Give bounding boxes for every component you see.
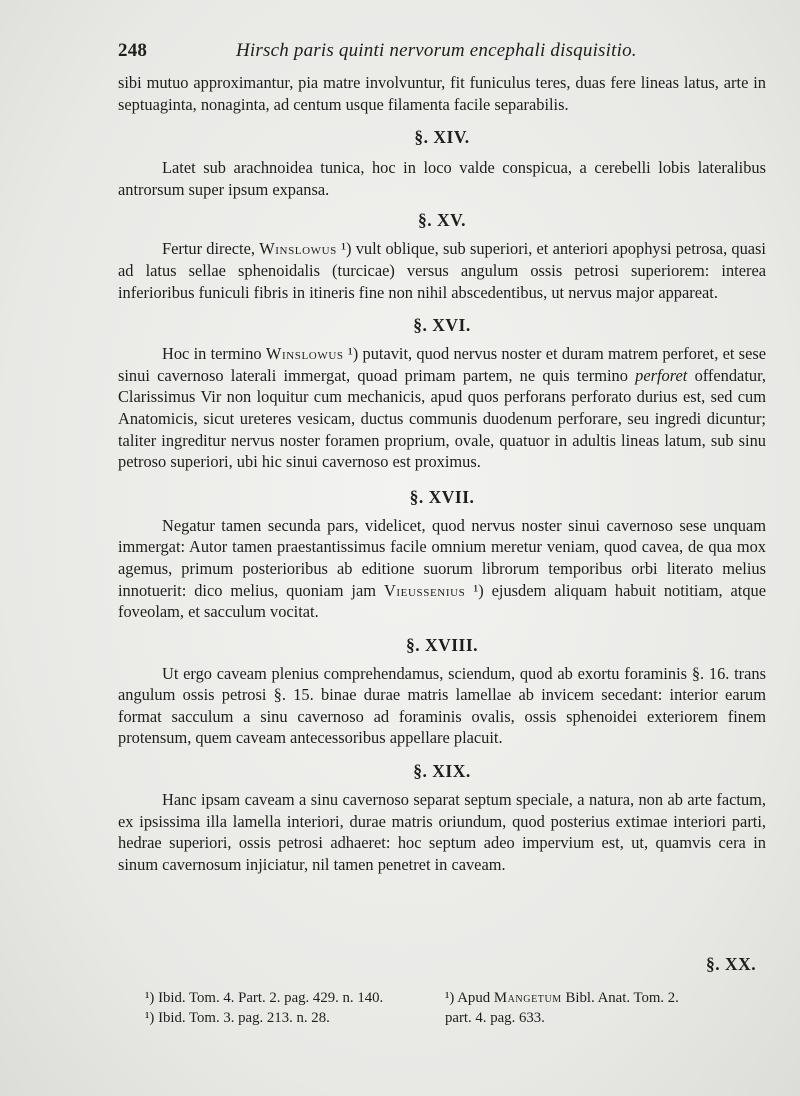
author-name: Mangetum — [493, 990, 562, 1006]
section-heading-xvii: §. XVII. — [409, 486, 475, 507]
page-number: 248 — [118, 40, 148, 61]
paragraph-xix: Hanc ipsam caveam a sinu cavernoso separat septum speciale, a natura, non ab arte factum, ex ipsissima illa lamella interiori, durae matris oriundum, quod posterius extimae interiori parti, hedrae superiori, ossis petrosi adhaeret: hoc septum adeo impervium est, ut, quamvis cera in sinum cavernosum injiciatur, nil tamen penetret in caveam. — [118, 790, 766, 874]
paragraph-xvii — [118, 515, 766, 623]
paragraph-continuation: sibi mutuo approximantur, pia matre involvuntur, fit funiculus teres, duas fere lineas latus, arte in septuaginta, nonaginta, ad centum usque filamenta facile separabilis. — [118, 73, 766, 114]
paragraph-xviii: Ut ergo caveam plenius comprehendamus, sciendum, quod ab exortu foraminis §. 16. trans angulum ossis petrosi §. 15. binae durae matris lamellae ab invicem secedant: interior earum format sacculum a sinu cavernoso ad foraminis ovalis, ossis sphenoidei exteriorem finem protensum, quem caveam antecessoribus appellare placuit. — [118, 663, 766, 748]
paragraph-xv — [118, 238, 766, 303]
author-name: Vieussenius — [383, 580, 466, 600]
paragraph-xvi — [118, 343, 766, 473]
footnotes-right — [445, 988, 679, 1028]
paragraph-xiv: Latet sub arachnoidea tunica, hoc in loco valde conspicua, a cerebelli lobis lateralibus antrorsum super ipsum expansa. — [118, 158, 766, 199]
author-name: Winslowus — [259, 239, 337, 259]
footnotes-left — [145, 988, 383, 1028]
italic-term: perforet — [635, 365, 688, 385]
footnote-continuation: part. 4. pag. 633. — [445, 1010, 545, 1026]
footnote — [445, 988, 679, 1008]
section-heading-xviii: §. XVIII. — [405, 634, 479, 655]
section-heading-xiv: §. XIV. — [414, 127, 470, 148]
section-heading-xvi: §. XVI. — [413, 315, 471, 336]
section-heading-xix: §. XIX. — [413, 761, 471, 782]
text-run: ¹) vult oblique, sub superiori, et anteriori apophysi petrosa, quasi ad latus sellae sphenoidalis (turcicae) versus angulum ossis petrosi superiorem: interea inferioribus funiculi fibris in itineris fine non nihil abscedentibus, ut nervus major appareat. — [118, 239, 766, 302]
catchword: §. XX. — [706, 954, 757, 974]
text-run: ¹) ejusdem aliquam habuit notitiam, atque foveolam, et sacculum vocitat. — [118, 580, 766, 622]
text-run: Bibl. Anat. Tom. 2. — [565, 990, 679, 1006]
running-title: Hirsch paris quinti nervorum encephali disquisitio. — [236, 40, 637, 61]
text-run: offendatur, Clarissimus Vir non loquitur cum mechanicis, apud quos perforans perforato durius est, sed cum Anatomicis, sicut ureteres vesicam, ductus communis duodenum perforare, seu ingredi dicuntur; taliter ingreditur nervus noster foramen proprium, ovale, quatuor in adultis lineas latum, sub sinu petroso superiori, ubi hic sinui cavernoso est proximus. — [118, 365, 766, 472]
footnote: ¹) Ibid. Tom. 4. Part. 2. pag. 429. n. 140. — [145, 990, 384, 1006]
text-run: Fertur directe, — [162, 239, 255, 259]
author-name: Winslowus — [265, 344, 344, 364]
text-run: ¹) putavit, quod nervus noster et duram matrem perforet, et sese sinui cavernoso laterali immergat, quoad primam partem, ne quis termino — [118, 344, 766, 385]
text-run: Negatur tamen secunda pars, videlicet, quod nervus noster sinui cavernoso sese unquam immergat: Autor tamen praestantissimus facile omnium meretur veniam, quod cavea, de qua mox agemus, primum posterioribus ab editione suorum librorum temporibus orbi literato melius innotuerit: dico melius, quoniam jam — [118, 515, 766, 600]
main-text — [118, 72, 766, 875]
section-heading-xv: §. XV. — [418, 210, 466, 231]
text-run: Hoc in termino — [162, 344, 262, 364]
footnote: ¹) Ibid. Tom. 3. pag. 213. n. 28. — [145, 1010, 330, 1026]
page-header — [118, 40, 638, 66]
text-run: ¹) Apud — [445, 990, 491, 1006]
